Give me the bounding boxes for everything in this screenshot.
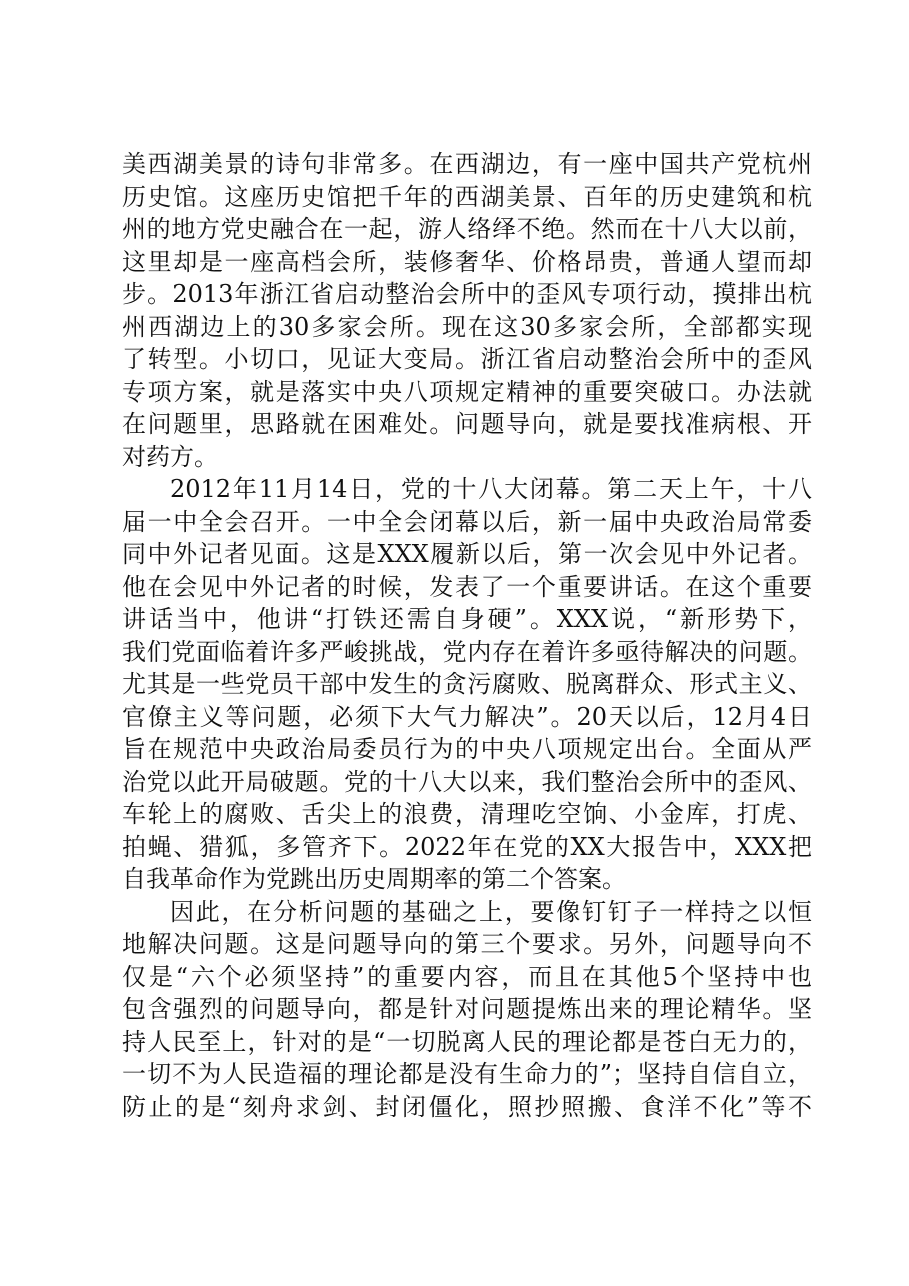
text-line: 尤其是一些党员干部中发生的贪污腐败、脱离群众、形式主义、	[122, 670, 812, 698]
text-line: 步。2013年浙江省启动整治会所中的歪风专项行动，摸排出杭	[122, 280, 812, 308]
text-line: 旨在规范中央政治局委员行为的中央八项规定出台。全面从严	[122, 735, 812, 763]
text-line: 专项方案，就是落实中央八项规定精神的重要突破口。办法就	[122, 377, 812, 406]
text-line: 因此，在分析问题的基础之上，要像钉钉子一样持之以恒	[170, 897, 812, 926]
text-line: 治党以此开局破题。党的十八大以来，我们整治会所中的歪风、	[122, 767, 812, 796]
text-line: 一切不为人民造福的理论都是没有生命力的”；坚持自信自立，	[122, 1060, 812, 1088]
document-body	[122, 148, 812, 1123]
text-line: 州西湖边上的30多家会所。现在这30多家会所，全部都实现	[122, 312, 812, 341]
text-line: 这里却是一座高档会所，装修奢华、价格昂贵，普通人望而却	[122, 247, 812, 276]
text-line: 讲话当中，他讲“打铁还需自身硬”。XXX说，“新形势下，	[122, 605, 812, 633]
text-line: 历史馆。这座历史馆把千年的西湖美景、百年的历史建筑和杭	[122, 182, 812, 211]
paragraph-1	[122, 148, 812, 473]
text-line: 我们党面临着许多严峻挑战，党内存在着许多亟待解决的问题。	[122, 637, 812, 666]
text-line: 对药方。	[122, 442, 218, 471]
text-line: 他在会见中外记者的时候，发表了一个重要讲话。在这个重要	[122, 572, 812, 601]
text-line: 官僚主义等问题，必须下大气力解决”。20天以后，12月4日	[122, 702, 812, 731]
text-line: 车轮上的腐败、舌尖上的浪费，清理吃空饷、小金库，打虎、	[122, 800, 812, 828]
paragraph-2	[122, 473, 812, 896]
text-line: 届一中全会召开。一中全会闭幕以后，新一届中央政治局常委	[122, 507, 812, 536]
text-line: 防止的是“刻舟求剑、封闭僵化，照抄照搬、食洋不化”等不	[122, 1092, 812, 1121]
paragraph-3	[122, 896, 812, 1124]
text-line: 地解决问题。这是问题导向的第三个要求。另外，问题导向不	[122, 930, 812, 958]
text-line: 拍蝇、猎狐，多管齐下。2022年在党的XX大报告中，XXX把	[122, 832, 812, 861]
text-line: 美西湖美景的诗句非常多。在西湖边，有一座中国共产党杭州	[122, 150, 812, 178]
text-line: 包含强烈的问题导向，都是针对问题提炼出来的理论精华。坚	[122, 995, 812, 1023]
text-line: 在问题里，思路就在困难处。问题导向，就是要找准病根、开	[122, 410, 812, 438]
text-line: 同中外记者见面。这是XXX履新以后，第一次会见中外记者。	[122, 540, 812, 568]
text-line: 持人民至上，针对的是“一切脱离人民的理论都是苍白无力的，	[122, 1027, 812, 1056]
text-line: 州的地方党史融合在一起，游人络绎不绝。然而在十八大以前，	[122, 215, 812, 243]
text-line: 了转型。小切口，见证大变局。浙江省启动整治会所中的歪风	[122, 345, 812, 373]
text-line: 仅是“六个必须坚持”的重要内容，而且在其他5个坚持中也	[122, 962, 812, 991]
text-line: 2012年11月14日，党的十八大闭幕。第二天上午，十八	[170, 475, 812, 503]
text-line: 自我革命作为党跳出历史周期率的第二个答案。	[122, 865, 626, 893]
